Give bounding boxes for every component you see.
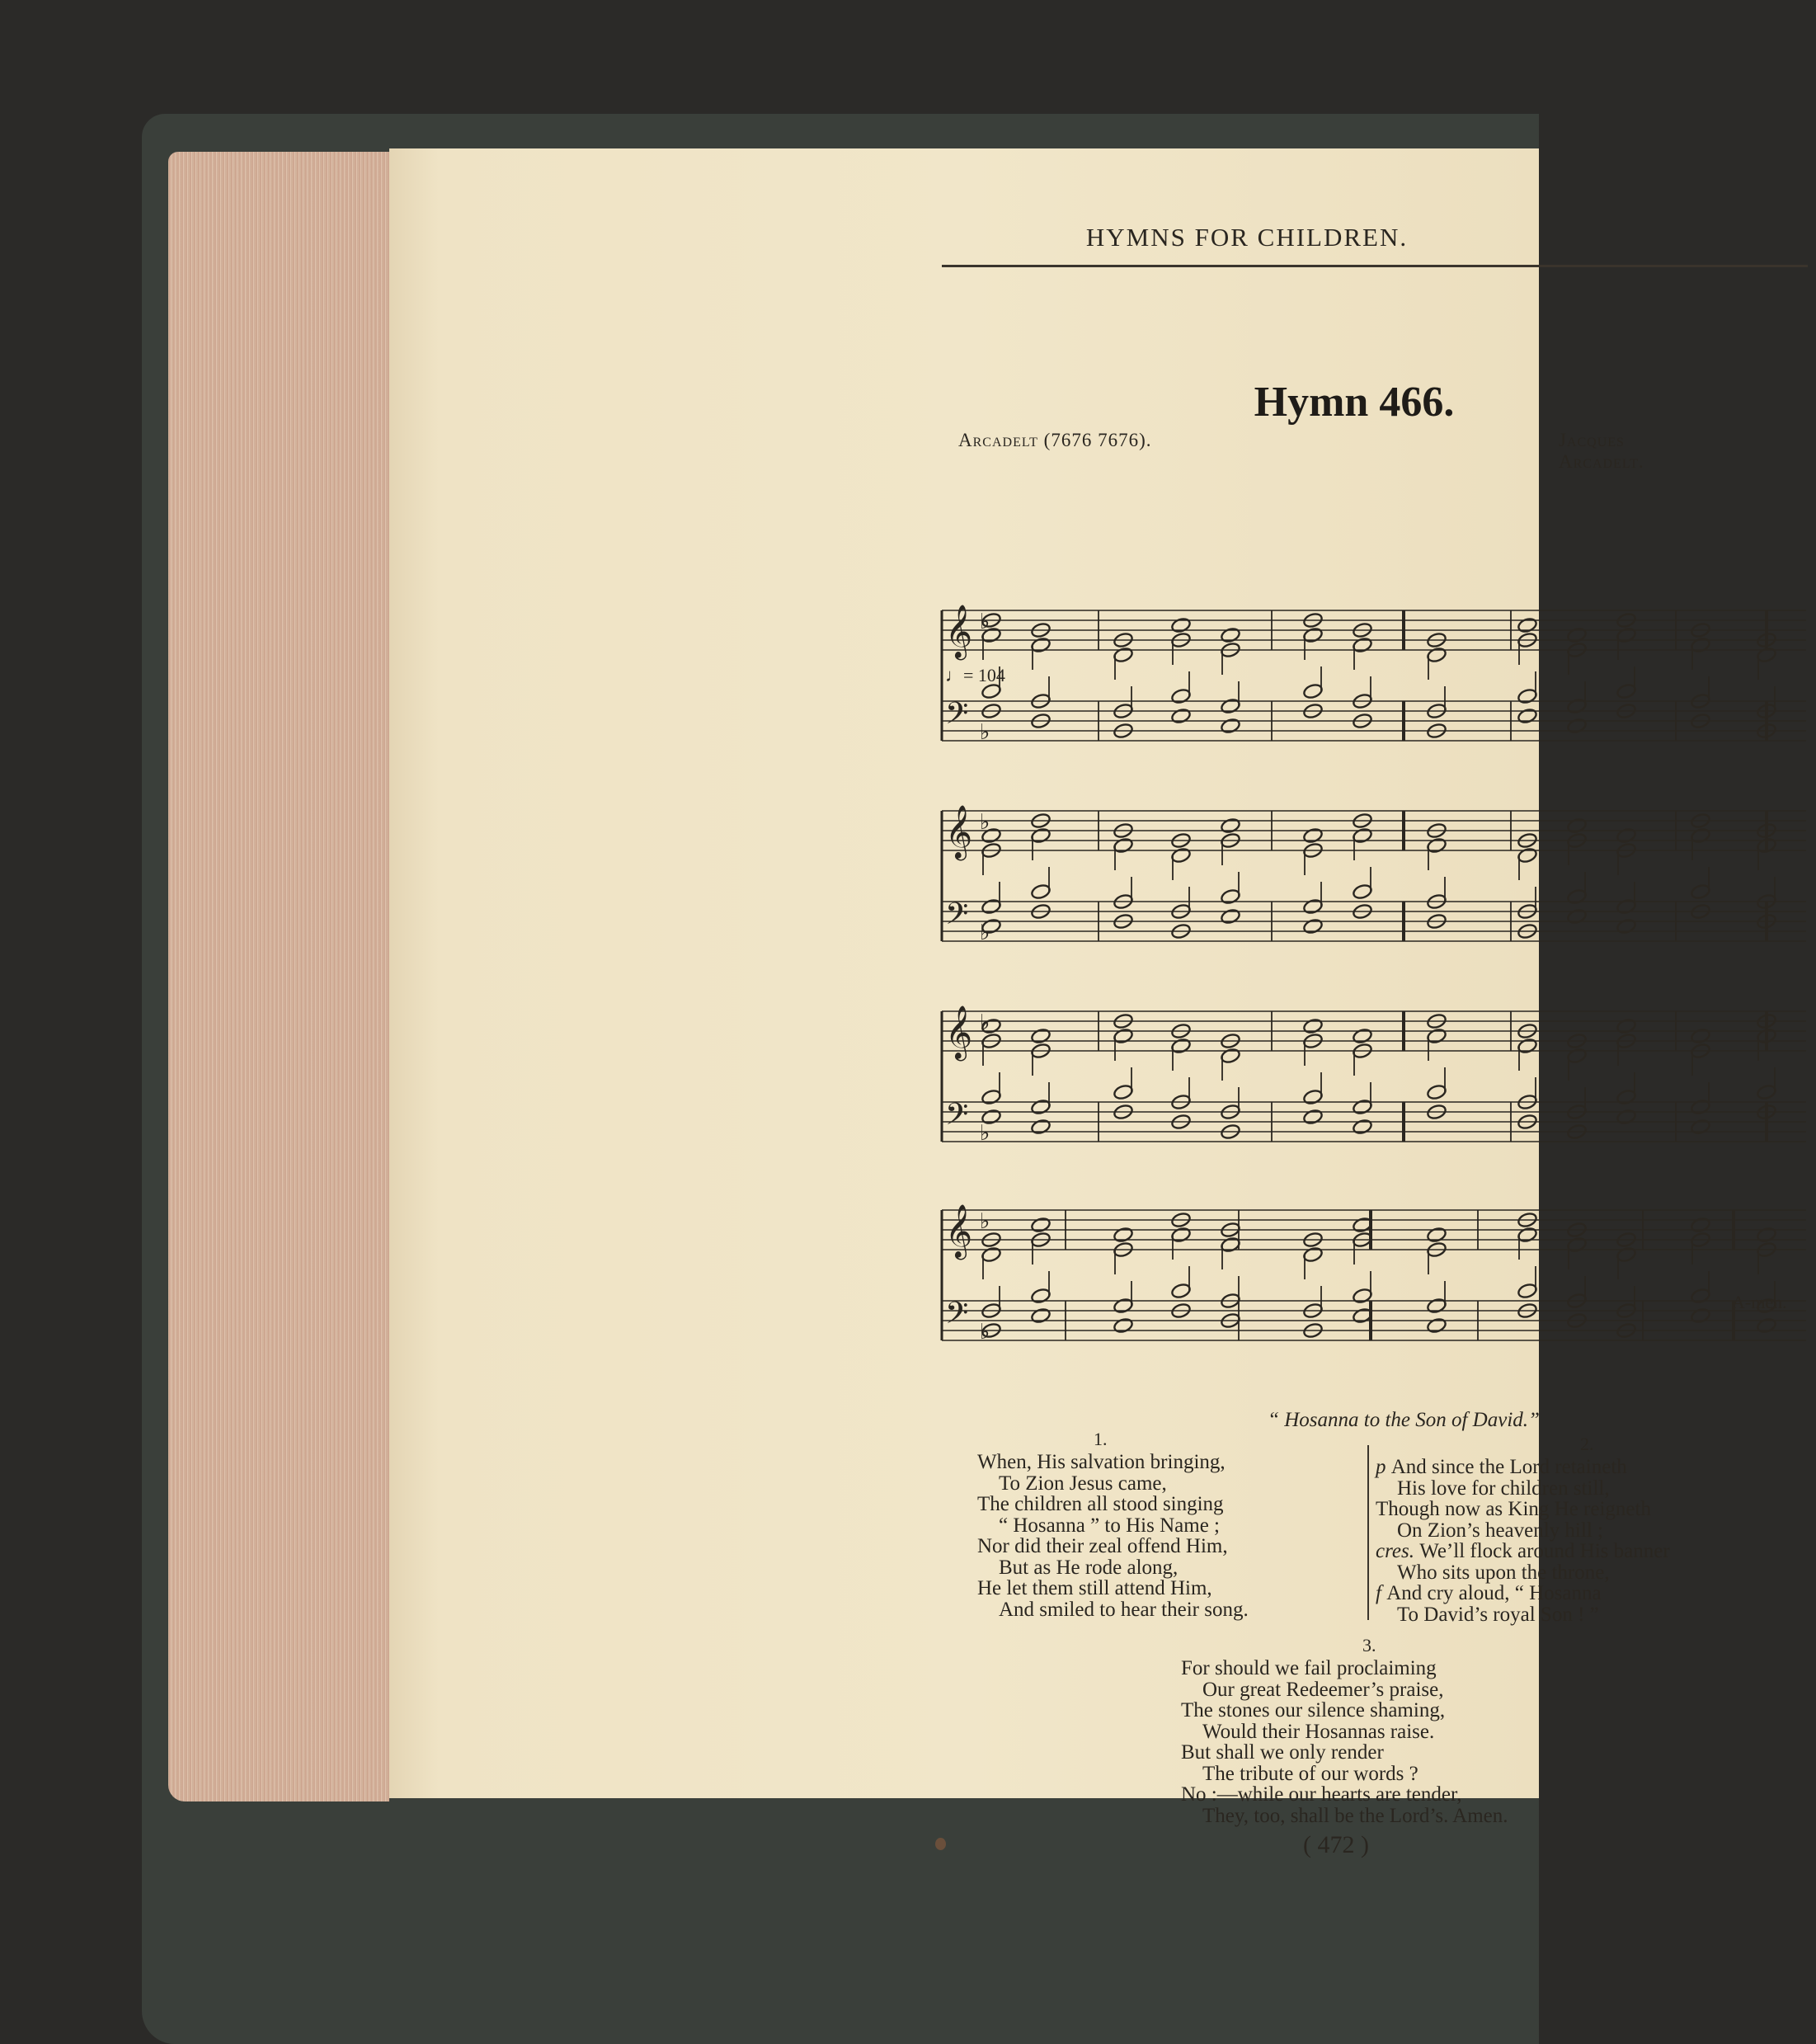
note-head <box>1616 627 1636 644</box>
note-head <box>1220 888 1240 906</box>
note-head <box>1517 708 1537 725</box>
note-head <box>1170 1038 1191 1055</box>
verse-line <box>1376 1499 1670 1520</box>
verse-line-text: His love for children still, <box>1397 1476 1610 1500</box>
tune-name: Arcadelt (7676 7676). <box>958 430 1152 450</box>
note-head <box>1616 1018 1636 1035</box>
note-head <box>1426 647 1447 664</box>
note-head <box>1030 637 1051 654</box>
verse-line-text: And since the Lord retaineth <box>1390 1456 1627 1478</box>
verse-line-text: Nor did their zeal offend Him, <box>977 1535 1228 1557</box>
note-head <box>1030 883 1051 901</box>
note-head <box>1756 1317 1776 1335</box>
bass-clef-icon: 𝄢 <box>945 897 969 939</box>
note-head <box>1756 1227 1776 1244</box>
note-head <box>1220 908 1240 925</box>
note-head <box>1220 1236 1240 1254</box>
verse-line <box>977 1599 1249 1621</box>
flat-sign-icon: ♭ <box>980 610 990 634</box>
note-head <box>1616 1246 1636 1264</box>
treble-clef-icon: 𝄞 <box>945 805 973 859</box>
note-head <box>1756 1084 1776 1101</box>
note-head <box>1220 1048 1240 1065</box>
verse-2 <box>1376 1457 1670 1625</box>
verse-line <box>1376 1604 1670 1626</box>
verse-line-text: “ Hosanna ” to His Name ; <box>999 1514 1220 1537</box>
note-head <box>1616 898 1636 916</box>
note-head <box>1426 1028 1447 1045</box>
note-head <box>1302 1089 1323 1106</box>
verse-line-text: Would their Hosannas raise. <box>1202 1720 1435 1743</box>
header-rule <box>942 265 1808 267</box>
verse-line-text: The children all stood singing <box>977 1493 1224 1515</box>
flat-sign-icon: ♭ <box>980 1121 990 1146</box>
page-number: ( 472 ) <box>1303 1831 1369 1858</box>
dynamic-mark: cres. <box>1376 1540 1420 1562</box>
note-head <box>1566 817 1587 835</box>
verse-line <box>977 1515 1249 1537</box>
note-head <box>1170 1283 1191 1300</box>
note-head <box>1030 1307 1051 1325</box>
note-head <box>1352 883 1372 901</box>
verse-line-text: The stones our silence shaming, <box>1181 1699 1446 1721</box>
note-head <box>1616 1109 1636 1126</box>
verse-line <box>1376 1583 1670 1604</box>
note-head <box>1690 1119 1710 1136</box>
verse-line <box>1181 1658 1508 1679</box>
note-head <box>1220 718 1240 735</box>
verse-line <box>977 1578 1249 1599</box>
verse-2-number: 2. <box>1580 1434 1594 1454</box>
verse-3 <box>1181 1658 1508 1826</box>
book-page <box>389 148 1787 1858</box>
verse-line <box>1181 1721 1508 1743</box>
note-head <box>1426 837 1447 855</box>
note-head <box>1690 1307 1710 1325</box>
dynamic-mark: f <box>1376 1582 1387 1604</box>
verse-line-text: We’ll flock around His banner <box>1419 1540 1670 1562</box>
note-head <box>1030 1099 1051 1116</box>
note-head <box>1517 1038 1537 1055</box>
note-head <box>1566 1048 1587 1065</box>
note-head <box>1220 627 1240 644</box>
verse-line <box>977 1557 1249 1579</box>
note-head <box>1517 847 1537 864</box>
note-head <box>1170 688 1191 705</box>
note-head <box>1302 1109 1323 1126</box>
tempo-marking: ♩= 104 <box>945 665 1005 685</box>
verse-line <box>1376 1562 1670 1584</box>
note-head <box>1566 698 1587 715</box>
ink-spot <box>935 1838 946 1850</box>
note-head <box>1690 827 1710 845</box>
verse-line-text: But as He rode along, <box>999 1556 1179 1579</box>
note-head <box>1352 1028 1372 1045</box>
note-head <box>1756 647 1776 664</box>
note-head <box>1517 617 1537 634</box>
verse-divider <box>1367 1445 1369 1620</box>
flat-sign-icon: ♭ <box>980 1010 990 1035</box>
note-head <box>1030 1028 1051 1045</box>
note-head <box>1352 827 1372 845</box>
note-head <box>1113 1028 1133 1045</box>
note-head <box>1113 1084 1133 1101</box>
note-head <box>1426 1298 1447 1315</box>
note-head <box>981 1109 1001 1126</box>
verse-line <box>1181 1700 1508 1721</box>
hymn-title: Hymn 466. <box>1254 379 1455 426</box>
verse-line-text: To David’s royal Son ! ” <box>1397 1603 1599 1626</box>
note-head <box>1352 1099 1372 1116</box>
music-score <box>934 605 1816 1402</box>
composer-name: Jacques Arcadelt. <box>1559 430 1644 472</box>
verse-line-text: Our great Redeemer’s praise, <box>1202 1678 1444 1701</box>
bass-clef-icon: 𝄢 <box>945 1097 969 1139</box>
flat-sign-icon: ♭ <box>980 810 990 835</box>
note-head <box>1352 1119 1372 1136</box>
note-head <box>1566 1236 1587 1254</box>
note-head <box>1616 918 1636 935</box>
note-head <box>1616 827 1636 845</box>
note-head <box>1220 817 1240 835</box>
note-head <box>1302 1018 1323 1035</box>
verse-line-text: They, too, shall be the Lord’s. Amen. <box>1202 1804 1508 1827</box>
verse-line <box>977 1452 1249 1473</box>
verse-line-text: But shall we only render <box>1181 1741 1384 1764</box>
verse-1 <box>977 1452 1249 1620</box>
note-head <box>1690 1217 1710 1234</box>
note-head <box>1517 688 1537 705</box>
note-head <box>1302 827 1323 845</box>
note-head <box>1302 1246 1323 1264</box>
verse-line-text: Who sits upon the throne, <box>1397 1561 1610 1584</box>
verse-line-text: And cry aloud, “ Hosanna <box>1386 1582 1602 1604</box>
note-head <box>981 898 1001 916</box>
verse-line <box>1181 1784 1508 1806</box>
note-head <box>1170 1227 1191 1244</box>
note-head <box>1566 718 1587 735</box>
verse-line-text: Though now as King He reigneth <box>1376 1498 1651 1520</box>
note-head <box>1352 637 1372 654</box>
flat-sign-icon: ♭ <box>980 921 990 945</box>
verse-line-text: When, His salvation bringing, <box>977 1451 1226 1473</box>
note-head <box>1566 627 1587 644</box>
note-head <box>1690 1288 1710 1305</box>
note-head <box>1030 827 1051 845</box>
verse-line-text: No :—while our hearts are tender, <box>1181 1783 1462 1806</box>
verse-line <box>1181 1764 1508 1785</box>
verse-line-text: And smiled to hear their song. <box>999 1598 1249 1621</box>
note-head <box>1170 708 1191 725</box>
note-head <box>1426 1084 1447 1101</box>
verse-3-number: 3. <box>1362 1635 1376 1655</box>
bass-clef-icon: 𝄢 <box>945 696 969 738</box>
note-head <box>1030 1119 1051 1136</box>
note-head <box>1113 1227 1133 1244</box>
note-head <box>1426 1227 1447 1244</box>
verse-line-text: He let them still attend Him, <box>977 1577 1212 1599</box>
verse-line <box>1181 1806 1508 1827</box>
treble-clef-icon: 𝄞 <box>945 605 973 658</box>
note-head <box>1517 1283 1537 1300</box>
note-head <box>1113 647 1133 664</box>
note-head <box>1170 617 1191 634</box>
verse-line <box>1181 1742 1508 1764</box>
note-head <box>1030 1288 1051 1305</box>
note-head <box>1170 847 1191 864</box>
running-head: HYMNS FOR CHILDREN. <box>1085 223 1409 252</box>
verse-line <box>1376 1478 1670 1500</box>
verse-line <box>977 1494 1249 1515</box>
note-head <box>1113 837 1133 855</box>
note-head <box>1302 627 1323 644</box>
note-head <box>1302 898 1323 916</box>
note-head <box>1030 1217 1051 1234</box>
note-head <box>1113 1317 1133 1335</box>
treble-clef-icon: 𝄞 <box>945 1006 973 1059</box>
note-head <box>1616 683 1636 700</box>
treble-clef-icon: 𝄞 <box>945 1204 973 1258</box>
verse-line <box>1181 1679 1508 1701</box>
verse-line <box>977 1473 1249 1495</box>
bass-clef-icon: 𝄢 <box>945 1296 969 1338</box>
note-head <box>981 1246 1001 1264</box>
amen-label: A-men. <box>1732 1292 1787 1312</box>
note-head <box>1690 883 1710 901</box>
note-head <box>1517 1227 1537 1244</box>
note-head <box>1302 683 1323 700</box>
note-head <box>1302 918 1323 935</box>
note-head <box>1220 698 1240 715</box>
verse-line-text: For should we fail proclaiming <box>1181 1657 1437 1679</box>
verse-line <box>1376 1541 1670 1562</box>
page-edges <box>168 152 389 1801</box>
verse-line-text: On Zion’s heavenly hill ; <box>1397 1519 1603 1542</box>
flat-sign-icon: ♭ <box>980 1320 990 1345</box>
note-head <box>1616 1089 1636 1106</box>
verse-line <box>1376 1520 1670 1542</box>
scripture-caption: “ Hosanna to the Son of David.” <box>1268 1409 1540 1431</box>
verse-line-text: To Zion Jesus came, <box>999 1472 1167 1495</box>
note-head <box>1113 1298 1133 1315</box>
note-head <box>1566 908 1587 925</box>
note-head <box>1426 1317 1447 1335</box>
verse-line <box>1376 1457 1670 1478</box>
note-head <box>1566 888 1587 906</box>
note-head <box>1690 1099 1710 1116</box>
note-head <box>1690 637 1710 654</box>
verse-line <box>977 1536 1249 1557</box>
note-head <box>981 1089 1001 1106</box>
flat-sign-icon: ♭ <box>980 1209 990 1234</box>
verse-line-text: The tribute of our words ? <box>1202 1762 1418 1785</box>
dynamic-mark: p <box>1376 1456 1391 1478</box>
verse-1-number: 1. <box>1094 1429 1108 1449</box>
flat-sign-icon: ♭ <box>980 720 990 745</box>
note-head <box>1690 1028 1710 1045</box>
